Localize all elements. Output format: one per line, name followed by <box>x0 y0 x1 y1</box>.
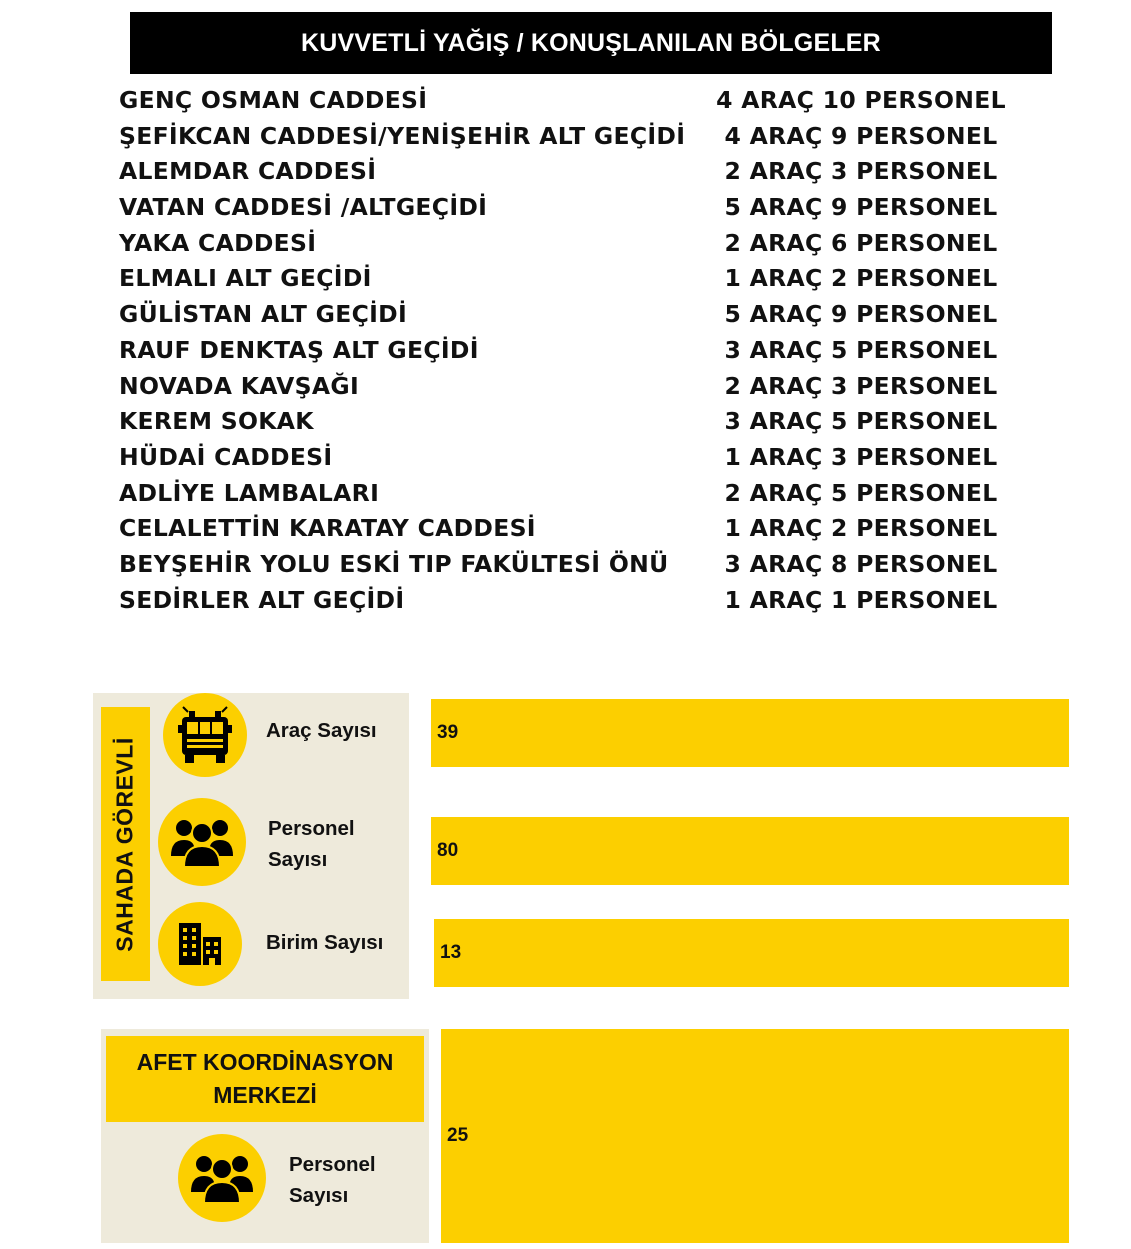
personnel-count-label <box>268 813 355 875</box>
location-count: 4 ARAÇ 9 PERSONEL <box>724 121 998 150</box>
list-item <box>119 370 1029 406</box>
location-count: 3 ARAÇ 8 PERSONEL <box>724 549 998 578</box>
list-item <box>119 298 1029 334</box>
location-count: 1 ARAÇ 2 PERSONEL <box>724 514 998 543</box>
list-item <box>119 584 1029 620</box>
list-item <box>119 441 1029 477</box>
people-group-icon <box>158 798 246 886</box>
location-count: 1 ARAÇ 2 PERSONEL <box>724 264 998 293</box>
page-title: KUVVETLİ YAĞIŞ / KONUŞLANILAN BÖLGELER <box>301 28 881 57</box>
people-group-icon <box>178 1134 266 1222</box>
unit-count-bar <box>434 919 1069 987</box>
afet-personnel-label <box>289 1149 376 1211</box>
afet-title-line1: AFET KOORDİNASYON <box>136 1049 394 1075</box>
location-name: ŞEFİKCAN CADDESİ/YENİŞEHİR ALT GEÇİDİ <box>119 121 686 150</box>
location-count: 1 ARAÇ 1 PERSONEL <box>724 585 998 614</box>
list-item <box>119 155 1029 191</box>
page-title-banner <box>130 12 1052 74</box>
location-count: 5 ARAÇ 9 PERSONEL <box>724 193 998 222</box>
location-count: 4 ARAÇ 10 PERSONEL <box>716 86 1006 114</box>
location-name: YAKA CADDESİ <box>119 228 317 257</box>
location-name: NOVADA KAVŞAĞI <box>119 371 360 400</box>
location-name: SEDİRLER ALT GEÇİDİ <box>119 585 405 614</box>
list-item <box>119 191 1029 227</box>
location-count: 2 ARAÇ 3 PERSONEL <box>724 371 998 400</box>
location-name: KEREM SOKAK <box>119 407 314 436</box>
list-item <box>119 548 1029 584</box>
list-item <box>119 262 1029 298</box>
location-count: 1 ARAÇ 3 PERSONEL <box>724 442 998 471</box>
location-name: HÜDAİ CADDESİ <box>119 442 333 471</box>
list-item <box>119 477 1029 513</box>
location-count: 5 ARAÇ 9 PERSONEL <box>724 300 998 329</box>
personnel-count-label-line2: Sayısı <box>268 848 328 871</box>
buildings-icon <box>158 902 242 986</box>
afet-title <box>106 1036 424 1122</box>
location-count: 2 ARAÇ 5 PERSONEL <box>724 478 998 507</box>
afet-personnel-value: 25 <box>447 1125 469 1146</box>
field-section-label <box>101 707 150 981</box>
location-name: VATAN CADDESİ /ALTGEÇİDİ <box>119 193 488 222</box>
unit-count-value: 13 <box>440 942 462 963</box>
location-name: ALEMDAR CADDESİ <box>119 157 377 186</box>
list-item <box>119 120 1029 156</box>
list-item <box>119 84 1029 120</box>
location-count: 3 ARAÇ 5 PERSONEL <box>724 407 998 436</box>
vehicle-count-label: Araç Sayısı <box>266 719 377 742</box>
location-name: RAUF DENKTAŞ ALT GEÇİDİ <box>119 335 479 364</box>
personnel-count-value: 80 <box>437 840 459 861</box>
location-name: ADLİYE LAMBALARI <box>119 478 380 507</box>
fire-truck-icon <box>163 693 247 777</box>
location-name: BEYŞEHİR YOLU ESKİ TIP FAKÜLTESİ ÖNÜ <box>119 549 669 578</box>
unit-count-label: Birim Sayısı <box>266 931 384 954</box>
vehicle-count-value: 39 <box>437 722 459 743</box>
location-count: 3 ARAÇ 5 PERSONEL <box>724 335 998 364</box>
location-name: CELALETTİN KARATAY CADDESİ <box>119 514 536 543</box>
afet-personnel-label-line2: Sayısı <box>289 1184 349 1207</box>
personnel-count-bar <box>431 817 1069 885</box>
list-item <box>119 334 1029 370</box>
field-section-title: SAHADA GÖREVLİ <box>112 736 139 952</box>
location-name: ELMALI ALT GEÇİDİ <box>119 264 372 293</box>
location-count: 2 ARAÇ 6 PERSONEL <box>724 228 998 257</box>
list-item <box>119 405 1029 441</box>
location-count: 2 ARAÇ 3 PERSONEL <box>724 157 998 186</box>
afet-title-line2: MERKEZİ <box>213 1082 317 1108</box>
afet-personnel-label-line1: Personel <box>289 1153 376 1176</box>
location-name: GENÇ OSMAN CADDESİ <box>119 86 428 114</box>
list-item <box>119 512 1029 548</box>
personnel-count-label-line1: Personel <box>268 817 355 840</box>
afet-personnel-bar <box>441 1029 1069 1243</box>
location-name: GÜLİSTAN ALT GEÇİDİ <box>119 300 408 329</box>
list-item <box>119 227 1029 263</box>
location-list <box>119 84 1029 619</box>
vehicle-count-bar <box>431 699 1069 767</box>
